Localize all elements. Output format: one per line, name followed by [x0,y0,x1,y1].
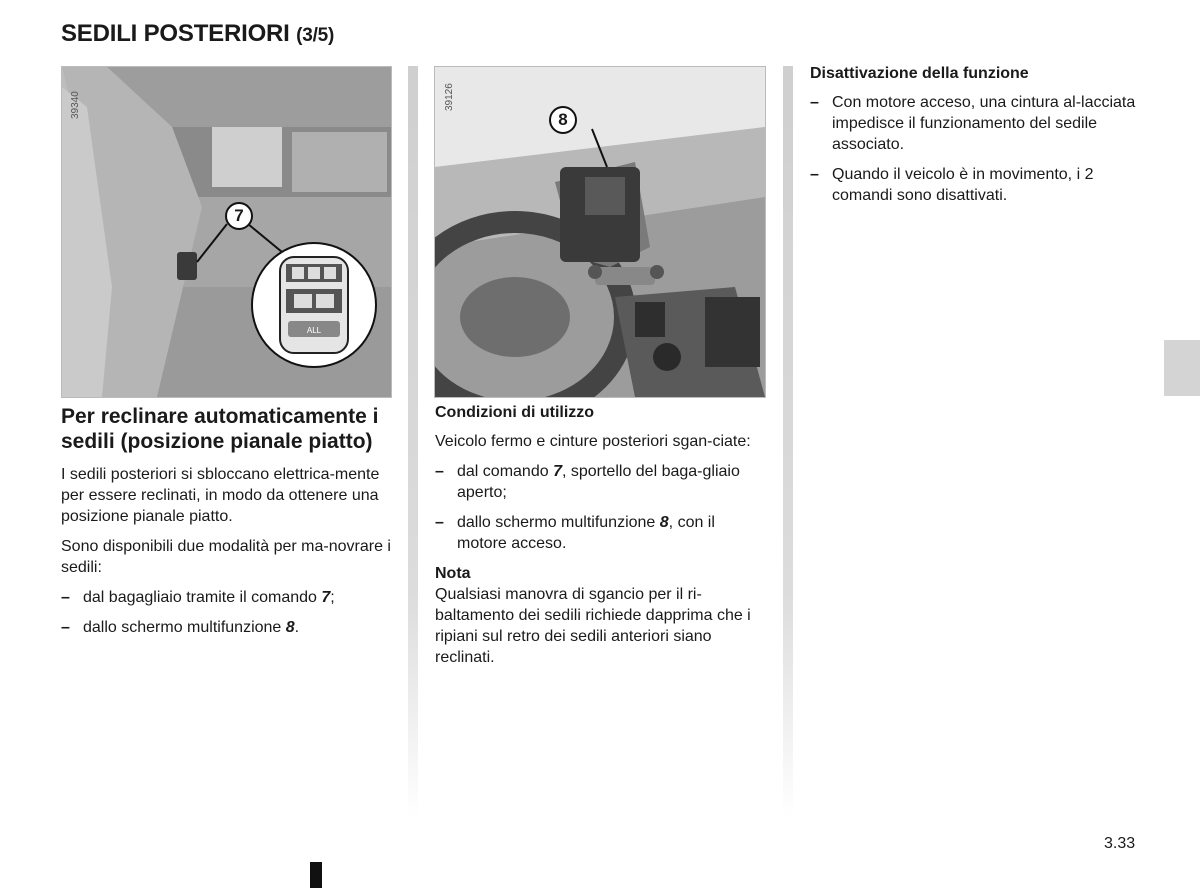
list-item [435,512,767,554]
figure-dashboard [434,66,766,398]
column-3 [810,63,1140,215]
page-number: 3.33 [1104,835,1136,852]
list-item [61,587,391,608]
column-2 [435,402,767,677]
reference-number: 7 [553,463,562,480]
list-dash: – [435,463,444,480]
list-item-text: dal bagagliaio tramite il comando [83,589,322,606]
list-item [61,617,391,638]
page-title-part: (3/5) [296,25,335,46]
list-item-end: ; [330,589,335,606]
list-item-text: dallo schermo multifunzione [457,514,660,531]
note-title: Nota [435,565,471,582]
section-tab [1164,340,1200,396]
list-dash: – [435,514,444,531]
paragraph: I sedili posteriori si sbloccano elettrica-mente per essere reclinati, in modo da ottenere una posizione pianale piatto. [61,466,380,525]
paragraph: Veicolo fermo e cinture posteriori sgan-ciate: [435,433,751,450]
list-item [810,164,1140,206]
callout-7: 7 [225,202,253,230]
figure-trunk [61,66,392,398]
section-heading: Per reclinare automaticamente i sedili (posizione pianale piatto) [61,405,379,453]
figure-code: 39340 [70,91,81,119]
list-dash: – [61,589,70,606]
list-item-end: . [294,619,300,636]
figure-code: 39126 [444,83,455,111]
list-item-end: , sportello del baga-gliaio aperto; [457,463,740,501]
list-item-end: , con il motore acceso. [457,514,715,552]
section-heading: Disattivazione della funzione [810,65,1029,82]
list-item-text: dal comando [457,463,554,480]
column-1 [61,404,391,647]
list-dash: – [810,94,819,111]
page-title [61,20,334,48]
list-item [435,461,767,503]
list-item-text: Con motore acceso, una cintura al-lacciata impedisce il funzionamento del sedile associato. [832,94,1136,153]
list-item [810,92,1140,155]
reference-number: 8 [659,514,669,531]
list-dash: – [61,619,70,636]
crop-mark [310,862,322,888]
list-item-text: dallo schermo multifunzione [83,619,286,636]
column-divider-2 [783,66,793,818]
paragraph: Sono disponibili due modalità per ma-novrare i sedili: [61,538,391,576]
list-dash: – [810,166,819,183]
reference-number: 7 [321,589,331,606]
trunk-illustration [62,67,391,397]
page-title-main: SEDILI POSTERIORI [61,20,290,47]
dashboard-illustration [435,67,765,397]
all-button-label: ALL [306,326,322,335]
section-heading: Condizioni di utilizzo [435,404,595,421]
list-item-text: Quando il veicolo è in movimento, i 2 comandi sono disattivati. [832,166,1094,204]
callout-8: 8 [549,106,577,134]
column-divider-1 [408,66,418,818]
note-text: Qualsiasi manovra di sgancio per il ri-baltamento dei sedili richiede dapprima che i ripiani sul retro dei sedili anteriori siano reclinati. [435,586,751,666]
reference-number: 8 [285,619,295,636]
